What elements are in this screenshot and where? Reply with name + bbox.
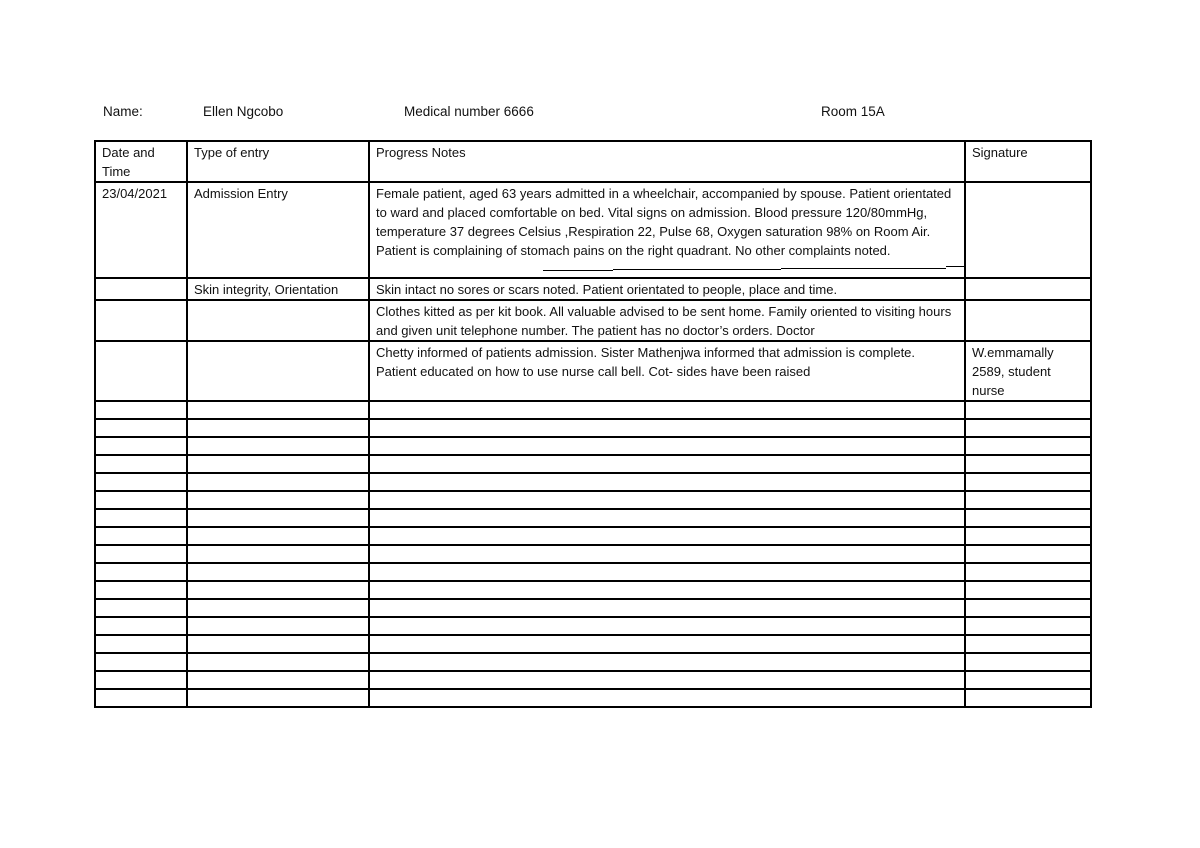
date-cell <box>95 455 187 473</box>
entry-type-cell <box>187 455 369 473</box>
medical-number: Medical number 6666 <box>404 104 534 119</box>
empty-table-row <box>95 401 1091 419</box>
strike-line <box>543 270 613 271</box>
signature-cell <box>965 617 1091 635</box>
date-cell <box>95 419 187 437</box>
progress-note-cell <box>369 653 965 671</box>
column-header-signature: Signature <box>965 141 1091 182</box>
progress-note-cell <box>369 581 965 599</box>
signature-cell <box>965 563 1091 581</box>
progress-note-cell: Chetty informed of patients admission. Sister Mathenjwa informed that admission is complete. Patient educated on how to use nurse call bell. Cot- sides have been raised <box>369 341 965 401</box>
entry-type-cell: Admission Entry <box>187 182 369 278</box>
empty-table-row <box>95 581 1091 599</box>
entry-type-cell <box>187 599 369 617</box>
entry-type-cell <box>187 545 369 563</box>
progress-note-cell <box>369 473 965 491</box>
strike-line <box>781 268 946 269</box>
date-cell <box>95 653 187 671</box>
progress-note-cell <box>369 527 965 545</box>
entry-type-cell <box>187 419 369 437</box>
progress-note-cell <box>369 599 965 617</box>
strike-line <box>613 269 781 270</box>
entry-type-cell <box>187 563 369 581</box>
empty-table-row <box>95 617 1091 635</box>
patient-name: Ellen Ngcobo <box>203 104 284 119</box>
progress-note-cell <box>369 563 965 581</box>
progress-note-cell <box>369 437 965 455</box>
progress-note-cell <box>369 182 965 278</box>
progress-note-cell <box>369 671 965 689</box>
entry-type-cell <box>187 581 369 599</box>
date-cell <box>95 278 187 300</box>
entry-type-cell <box>187 653 369 671</box>
date-cell: 23/04/2021 <box>95 182 187 278</box>
progress-note-cell <box>369 419 965 437</box>
room-number: Room 15A <box>821 104 885 119</box>
empty-table-row <box>95 527 1091 545</box>
entry-type-cell <box>187 671 369 689</box>
empty-table-row <box>95 635 1091 653</box>
entry-type-cell <box>187 341 369 401</box>
date-cell <box>95 341 187 401</box>
table-row <box>95 300 1091 341</box>
table-row <box>95 278 1091 300</box>
entry-type-cell <box>187 617 369 635</box>
column-header-notes: Progress Notes <box>369 141 965 182</box>
progress-note-cell <box>369 617 965 635</box>
entry-type-cell <box>187 527 369 545</box>
name-label: Name: <box>103 104 143 119</box>
empty-table-row <box>95 599 1091 617</box>
entry-type-cell <box>187 437 369 455</box>
date-cell <box>95 437 187 455</box>
empty-table-row <box>95 473 1091 491</box>
date-cell <box>95 527 187 545</box>
signature-cell <box>965 635 1091 653</box>
date-cell <box>95 473 187 491</box>
signature-cell <box>965 527 1091 545</box>
date-cell <box>95 401 187 419</box>
empty-table-row <box>95 563 1091 581</box>
signature-cell <box>965 599 1091 617</box>
entry-type-cell <box>187 300 369 341</box>
empty-table-row <box>95 419 1091 437</box>
date-cell <box>95 491 187 509</box>
date-cell <box>95 671 187 689</box>
signature-cell <box>965 473 1091 491</box>
entry-type-cell <box>187 509 369 527</box>
entry-type-cell <box>187 635 369 653</box>
entry-type-cell <box>187 689 369 707</box>
empty-table-row <box>95 509 1091 527</box>
column-header-date: Date and Time <box>95 141 187 182</box>
date-cell <box>95 617 187 635</box>
column-header-type: Type of entry <box>187 141 369 182</box>
date-cell <box>95 300 187 341</box>
progress-note-text: Female patient, aged 63 years admitted in a wheelchair, accompanied by spouse. Patient orientated to ward and placed comfortable on bed. Vital signs on admission. Blood pressure 120/80mmHg, temperature 37 degrees Celsius ,Respiration 22, Pulse 68, Oxygen saturation 98% on Room Air. Patient is complaining of stomach pains on the right quadrant. No other complaints noted. <box>376 186 952 258</box>
progress-note-cell <box>369 491 965 509</box>
progress-note-cell <box>369 635 965 653</box>
empty-table-row <box>95 671 1091 689</box>
empty-table-row <box>95 437 1091 455</box>
table-row <box>95 341 1091 401</box>
entry-type-cell <box>187 491 369 509</box>
strike-line <box>946 266 965 267</box>
progress-note-cell <box>369 545 965 563</box>
empty-table-row <box>95 545 1091 563</box>
signature-cell <box>965 300 1091 341</box>
progress-note-cell <box>369 689 965 707</box>
signature-cell <box>965 437 1091 455</box>
empty-table-row <box>95 689 1091 707</box>
signature-cell <box>965 581 1091 599</box>
date-cell <box>95 635 187 653</box>
entry-type-cell <box>187 401 369 419</box>
empty-table-row <box>95 653 1091 671</box>
date-cell <box>95 689 187 707</box>
signature-cell <box>965 491 1091 509</box>
progress-notes-table <box>94 140 1092 708</box>
signature-cell <box>965 419 1091 437</box>
progress-note-cell <box>369 401 965 419</box>
signature-cell <box>965 401 1091 419</box>
signature-cell <box>965 455 1091 473</box>
progress-note-cell <box>369 509 965 527</box>
table-header-row <box>95 141 1091 182</box>
signature-cell <box>965 545 1091 563</box>
signature-cell <box>965 182 1091 278</box>
entry-type-cell <box>187 473 369 491</box>
date-cell <box>95 509 187 527</box>
signature-cell <box>965 653 1091 671</box>
signature-cell <box>965 509 1091 527</box>
date-cell <box>95 545 187 563</box>
entry-type-cell: Skin integrity, Orientation <box>187 278 369 300</box>
signature-cell <box>965 278 1091 300</box>
signature-cell <box>965 671 1091 689</box>
table-row <box>95 182 1091 278</box>
signature-cell <box>965 689 1091 707</box>
progress-note-cell: Skin intact no sores or scars noted. Patient orientated to people, place and time. <box>369 278 965 300</box>
signature-cell: W.emmamally 2589, student nurse <box>965 341 1091 401</box>
progress-note-cell <box>369 455 965 473</box>
empty-table-row <box>95 491 1091 509</box>
progress-note-cell: Clothes kitted as per kit book. All valuable advised to be sent home. Family oriented to visiting hours and given unit telephone number. The patient has no doctor’s orders. Doctor <box>369 300 965 341</box>
empty-table-row <box>95 455 1091 473</box>
date-cell <box>95 563 187 581</box>
date-cell <box>95 581 187 599</box>
date-cell <box>95 599 187 617</box>
